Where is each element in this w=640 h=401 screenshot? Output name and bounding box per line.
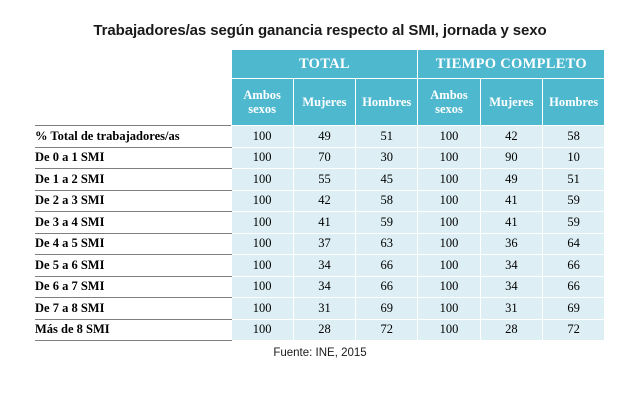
table-row bbox=[35, 319, 605, 341]
row-cell: 66 bbox=[542, 255, 604, 277]
row-cell: 100 bbox=[231, 319, 293, 341]
row-cell: 100 bbox=[231, 212, 293, 234]
row-cell: 34 bbox=[293, 255, 355, 277]
row-label: De 0 a 1 SMI bbox=[35, 147, 231, 169]
row-cell: 31 bbox=[480, 298, 542, 320]
row-cell: 49 bbox=[480, 169, 542, 191]
table-body bbox=[35, 126, 605, 341]
row-cell: 31 bbox=[293, 298, 355, 320]
row-cell: 42 bbox=[480, 126, 542, 148]
row-cell: 100 bbox=[418, 147, 480, 169]
row-cell: 34 bbox=[293, 276, 355, 298]
table-row bbox=[35, 212, 605, 234]
row-cell: 66 bbox=[356, 255, 418, 277]
row-cell: 100 bbox=[418, 126, 480, 148]
row-label: De 6 a 7 SMI bbox=[35, 276, 231, 298]
header-corner-blank bbox=[35, 50, 231, 79]
row-cell: 100 bbox=[231, 126, 293, 148]
row-cell: 51 bbox=[542, 169, 604, 191]
header-sub-row bbox=[35, 79, 605, 126]
header-completo-mujeres: Mujeres bbox=[480, 79, 542, 126]
table-row bbox=[35, 233, 605, 255]
header-corner-blank-2 bbox=[35, 79, 231, 126]
row-cell: 37 bbox=[293, 233, 355, 255]
row-cell: 100 bbox=[418, 319, 480, 341]
table-row bbox=[35, 298, 605, 320]
page-title: Trabajadores/as según ganancia respecto al SMI, jornada y sexo bbox=[93, 22, 547, 39]
smi-table bbox=[35, 49, 605, 341]
row-cell: 70 bbox=[293, 147, 355, 169]
table-row bbox=[35, 276, 605, 298]
row-cell: 100 bbox=[231, 169, 293, 191]
row-label: % Total de trabajadores/as bbox=[35, 126, 231, 148]
row-cell: 100 bbox=[418, 212, 480, 234]
row-cell: 64 bbox=[542, 233, 604, 255]
header-total-mujeres: Mujeres bbox=[293, 79, 355, 126]
row-cell: 100 bbox=[418, 190, 480, 212]
row-cell: 51 bbox=[356, 126, 418, 148]
row-label: De 7 a 8 SMI bbox=[35, 298, 231, 320]
row-cell: 100 bbox=[231, 147, 293, 169]
row-label: De 1 a 2 SMI bbox=[35, 169, 231, 191]
table-row bbox=[35, 126, 605, 148]
header-group-tiempo-completo: TIEMPO COMPLETO bbox=[418, 50, 605, 79]
row-cell: 100 bbox=[418, 255, 480, 277]
header-completo-ambos-sexos: Ambos sexos bbox=[418, 79, 480, 126]
row-cell: 36 bbox=[480, 233, 542, 255]
table-row bbox=[35, 190, 605, 212]
header-total-hombres: Hombres bbox=[356, 79, 418, 126]
row-cell: 41 bbox=[480, 212, 542, 234]
row-cell: 34 bbox=[480, 276, 542, 298]
table-container bbox=[35, 49, 605, 341]
row-cell: 49 bbox=[293, 126, 355, 148]
row-cell: 45 bbox=[356, 169, 418, 191]
row-cell: 41 bbox=[480, 190, 542, 212]
row-cell: 100 bbox=[418, 169, 480, 191]
header-total-ambos-sexos: Ambos sexos bbox=[231, 79, 293, 126]
row-cell: 100 bbox=[418, 276, 480, 298]
row-cell: 100 bbox=[231, 233, 293, 255]
row-cell: 90 bbox=[480, 147, 542, 169]
row-cell: 55 bbox=[293, 169, 355, 191]
row-cell: 66 bbox=[542, 276, 604, 298]
row-cell: 72 bbox=[542, 319, 604, 341]
row-cell: 63 bbox=[356, 233, 418, 255]
row-cell: 58 bbox=[356, 190, 418, 212]
row-cell: 34 bbox=[480, 255, 542, 277]
row-label: De 2 a 3 SMI bbox=[35, 190, 231, 212]
header-group-row bbox=[35, 50, 605, 79]
row-cell: 100 bbox=[418, 298, 480, 320]
row-cell: 66 bbox=[356, 276, 418, 298]
row-cell: 59 bbox=[542, 212, 604, 234]
source-note: Fuente: INE, 2015 bbox=[273, 347, 367, 359]
row-cell: 58 bbox=[542, 126, 604, 148]
row-label: De 4 a 5 SMI bbox=[35, 233, 231, 255]
row-cell: 41 bbox=[293, 212, 355, 234]
row-cell: 59 bbox=[542, 190, 604, 212]
row-cell: 59 bbox=[356, 212, 418, 234]
row-label: De 3 a 4 SMI bbox=[35, 212, 231, 234]
row-cell: 28 bbox=[480, 319, 542, 341]
row-cell: 72 bbox=[356, 319, 418, 341]
row-cell: 100 bbox=[231, 255, 293, 277]
header-group-total: TOTAL bbox=[231, 50, 418, 79]
table-row bbox=[35, 255, 605, 277]
row-cell: 100 bbox=[418, 233, 480, 255]
table-head bbox=[35, 50, 605, 126]
row-cell: 69 bbox=[356, 298, 418, 320]
row-cell: 42 bbox=[293, 190, 355, 212]
table-row bbox=[35, 147, 605, 169]
row-cell: 30 bbox=[356, 147, 418, 169]
row-cell: 100 bbox=[231, 298, 293, 320]
row-cell: 28 bbox=[293, 319, 355, 341]
header-completo-hombres: Hombres bbox=[542, 79, 604, 126]
table-row bbox=[35, 169, 605, 191]
row-label: De 5 a 6 SMI bbox=[35, 255, 231, 277]
row-cell: 69 bbox=[542, 298, 604, 320]
row-label: Más de 8 SMI bbox=[35, 319, 231, 341]
row-cell: 100 bbox=[231, 190, 293, 212]
row-cell: 100 bbox=[231, 276, 293, 298]
row-cell: 10 bbox=[542, 147, 604, 169]
